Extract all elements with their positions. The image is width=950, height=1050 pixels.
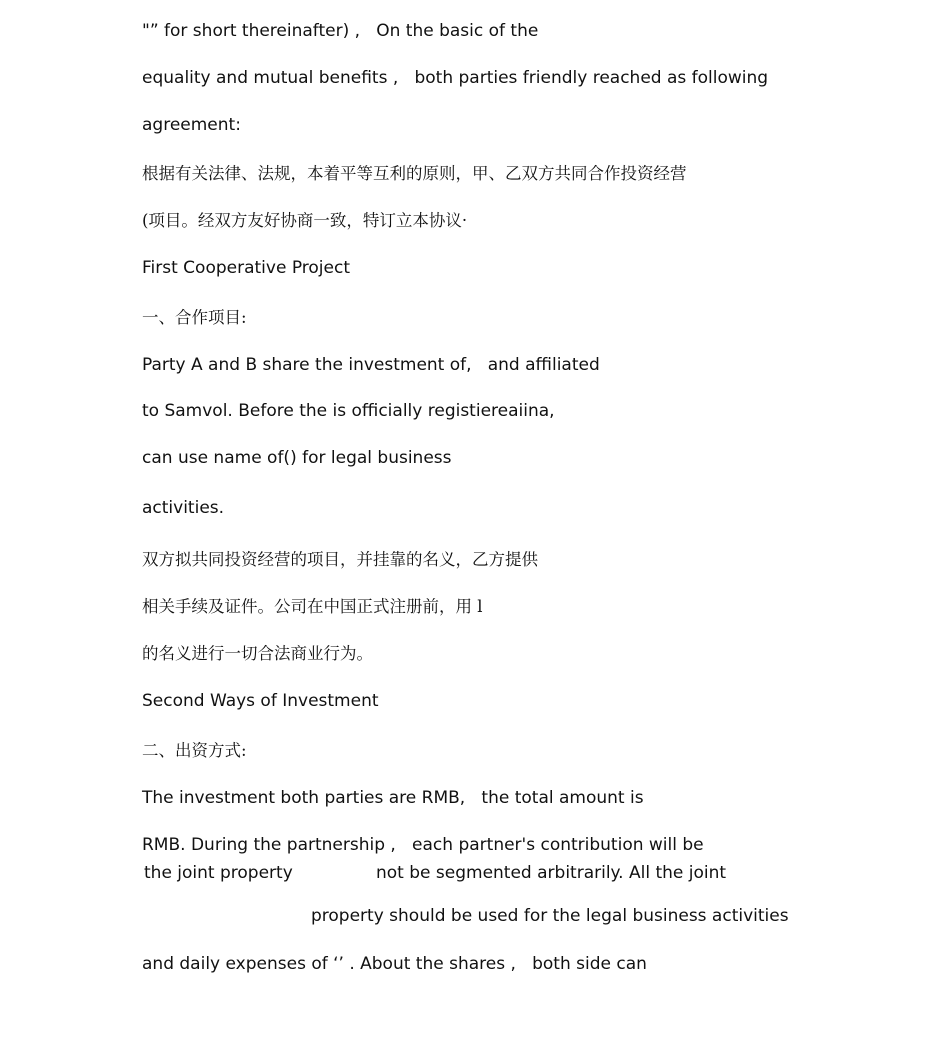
text-line: and daily expenses of ‘’ . About the shares , both side can xyxy=(142,954,647,974)
text-line: "” for short thereinafter) , On the basic of the xyxy=(142,21,539,41)
text-line: activities. xyxy=(142,498,225,518)
text-line: 双方拟共同投资经营的项目，并挂靠的名义，乙方提供 xyxy=(142,550,538,569)
text-line: can use name of() for legal business xyxy=(142,448,452,468)
text-line: equality and mutual benefits , both parties friendly reached as following xyxy=(142,68,769,88)
section-heading: First Cooperative Project xyxy=(142,258,350,278)
text-line: The investment both parties are RMB, the total amount is xyxy=(142,788,644,808)
text-line: not be segmented arbitrarily. All the joint xyxy=(376,863,727,883)
text-line: 根据有关法律、法规，本着平等互利的原则，甲、乙双方共同合作投资经营 xyxy=(142,164,687,183)
text-line: 相关手续及证件。公司在中国正式注册前，用 l xyxy=(142,597,483,616)
section-heading-zh: 一、合作项目: xyxy=(142,308,247,327)
section-heading: Second Ways of Investment xyxy=(142,691,379,711)
text-line: Party A and B share the investment of, and affiliated xyxy=(142,355,600,375)
text-line: 的名义进行一切合法商业行为。 xyxy=(142,644,373,663)
text-line: agreement: xyxy=(142,115,241,135)
text-line: the joint property xyxy=(144,863,293,883)
text-line: to Samvol. Before the is officially registiereaiina, xyxy=(142,401,555,421)
text-line: (项目。经双方友好协商一致，特订立本协议· xyxy=(142,211,468,230)
text-line: property should be used for the legal business activities xyxy=(311,906,789,926)
text-line: RMB. During the partnership , each partner's contribution will be xyxy=(142,835,704,855)
section-heading-zh: 二、出资方式: xyxy=(142,741,247,760)
